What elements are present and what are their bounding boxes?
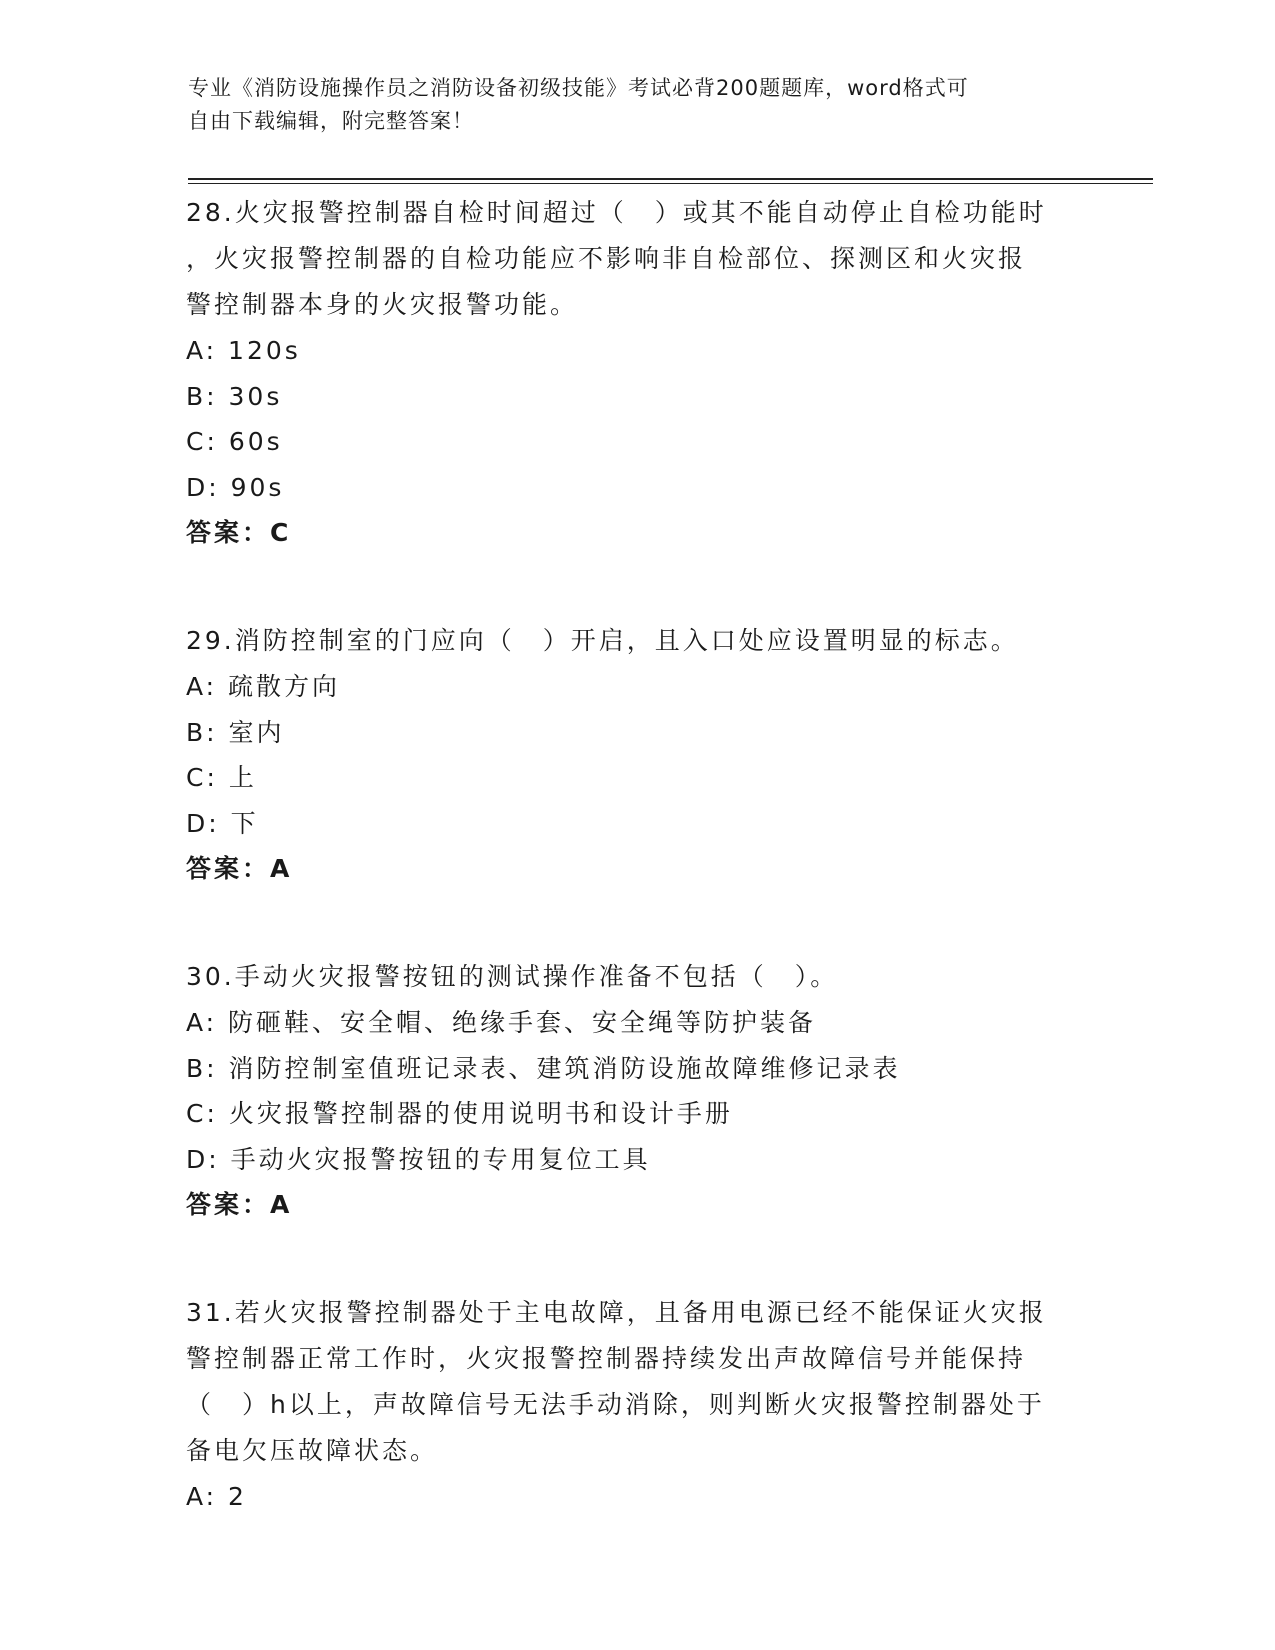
option-a: A: 120s xyxy=(186,336,301,365)
question-stem-line: 30.手动火灾报警按钮的测试操作准备不包括（ ）。 xyxy=(186,962,839,991)
question-stem-line: 警控制器正常工作时，火灾报警控制器持续发出声故障信号并能保持 xyxy=(186,1344,1027,1373)
header-divider-thin xyxy=(188,183,1153,184)
answer-line: 答案：A xyxy=(186,854,293,883)
question-stem-line: 警控制器本身的火灾报警功能。 xyxy=(186,290,579,319)
question-stem-line: 28.火灾报警控制器自检时间超过（ ）或其不能自动停止自检功能时 xyxy=(186,198,1047,227)
header-line-2: 自由下载编辑，附完整答案！ xyxy=(188,109,474,133)
question-list xyxy=(186,190,1086,1520)
question-29 xyxy=(186,618,1086,892)
question-30 xyxy=(186,954,1086,1228)
option-a: A: 2 xyxy=(186,1482,247,1511)
document-header xyxy=(188,72,1078,138)
header-divider-thick xyxy=(188,178,1153,180)
option-b: B: 消防控制室值班记录表、建筑消防设施故障维修记录表 xyxy=(186,1053,901,1083)
option-c: C: 60s xyxy=(186,427,283,456)
option-a: A: 防砸鞋、安全帽、绝缘手套、安全绳等防护装备 xyxy=(186,1008,817,1037)
question-stem-line: ，火灾报警控制器的自检功能应不影响非自检部位、探测区和火灾报 xyxy=(186,244,1027,273)
header-line-1: 专业《消防设施操作员之消防设备初级技能》考试必背200题题库，word格式可 xyxy=(188,76,969,100)
option-a: A: 疏散方向 xyxy=(186,672,341,701)
question-stem-line: 备电欠压故障状态。 xyxy=(186,1436,439,1465)
option-b: B: 30s xyxy=(186,381,283,411)
option-b: B: 室内 xyxy=(186,717,285,747)
question-31 xyxy=(186,1290,1086,1520)
option-c: C: 火灾报警控制器的使用说明书和设计手册 xyxy=(186,1099,733,1128)
question-stem-line: （ ）h以上，声故障信号无法手动消除，则判断火灾报警控制器处于 xyxy=(186,1390,1045,1419)
option-d: D: 90s xyxy=(186,472,285,502)
question-28 xyxy=(186,190,1086,556)
question-spacer xyxy=(186,1228,1086,1290)
question-spacer xyxy=(186,556,1086,618)
answer-line: 答案：A xyxy=(186,1190,293,1219)
option-c: C: 上 xyxy=(186,763,257,792)
question-stem-line: 29.消防控制室的门应向（ ）开启，且入口处应设置明显的标志。 xyxy=(186,626,1019,655)
question-stem-line: 31.若火灾报警控制器处于主电故障，且备用电源已经不能保证火灾报 xyxy=(186,1298,1047,1327)
option-d: D: 下 xyxy=(186,808,259,838)
answer-line: 答案：C xyxy=(186,518,292,547)
question-spacer xyxy=(186,892,1086,954)
option-d: D: 手动火灾报警按钮的专用复位工具 xyxy=(186,1144,651,1174)
